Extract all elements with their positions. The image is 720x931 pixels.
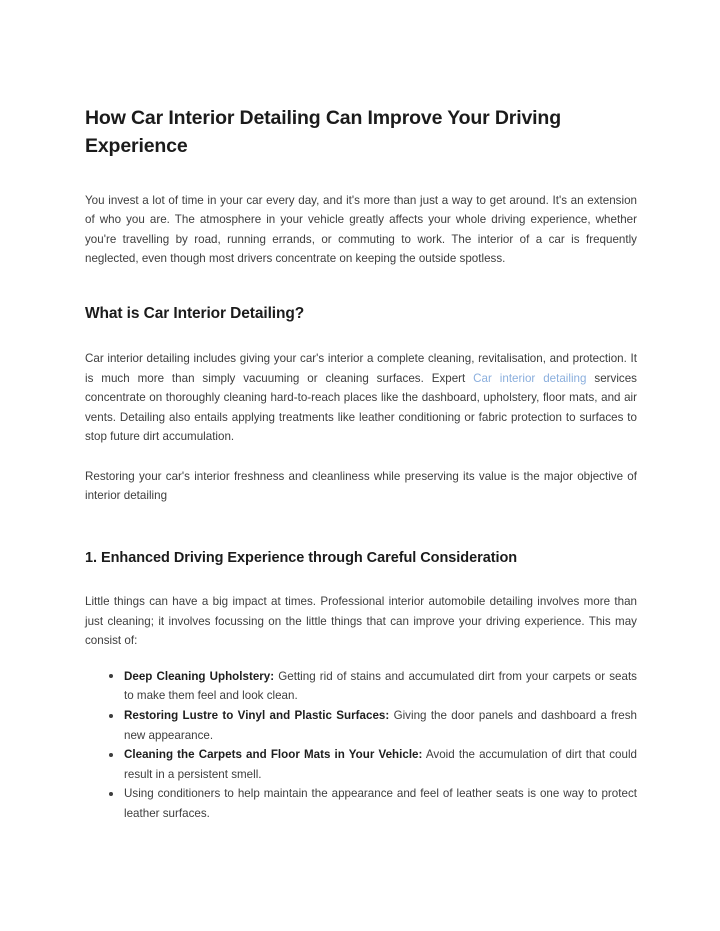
- spacer: [85, 506, 637, 550]
- section-heading-what-is-car-interior-detailing: What is Car Interior Detailing?: [85, 304, 305, 322]
- bullet-dot-icon: [109, 674, 113, 678]
- list-item-text: Avoid the accumulation of dirt that could result in a persistent smell.: [124, 748, 637, 781]
- list-item: [85, 745, 637, 784]
- section-heading-enhanced-driving-experience: 1. Enhanced Driving Experience through Careful Consideration: [85, 550, 518, 567]
- section-1-paragraph-2: Restoring your car's interior freshness and cleanliness while preserving its value is the major objective of interior detailing: [85, 469, 637, 503]
- car-interior-detailing-link[interactable]: Car interior detailing: [473, 371, 587, 385]
- intro-paragraph: You invest a lot of time in your car every day, and it's more than just a way to get around. It's an extension of who you are. The atmosphere in your vehicle greatly affects your whole driving experience, whether you're travelling by road, running errands, or commuting to work. The interior of a car is frequently neglected, even though most drivers concentrate on keeping the outside spotless.: [85, 193, 637, 266]
- list-item-bold-lead: Deep Cleaning Upholstery:: [124, 669, 275, 683]
- benefits-list: [85, 667, 637, 824]
- spacer: [85, 651, 637, 667]
- list-item: [85, 667, 637, 706]
- bullet-dot-icon: [109, 714, 113, 718]
- list-item: [85, 706, 637, 745]
- list-item-bold-lead: Restoring Lustre to Vinyl and Plastic Surfaces:: [124, 709, 390, 723]
- bullet-dot-icon: [109, 792, 113, 796]
- bullet-dot-icon: [109, 753, 113, 757]
- list-item: [85, 784, 637, 823]
- section-1-paragraph: [85, 349, 637, 447]
- section-1-paragraph-part2: services concentrate on thoroughly cleaning hard-to-reach places like the dashboard, upholstery, floor mats, and air vents. Detailing also entails applying treatments like leather conditioning or fabric protection to surfaces to stop future dirt accumulation.: [85, 371, 637, 444]
- list-item-text: Giving the door panels and dashboard a fresh new appearance.: [124, 709, 637, 742]
- list-item-bold-lead: Cleaning the Carpets and Floor Mats in Your Vehicle:: [124, 748, 423, 762]
- spacer: [85, 269, 637, 305]
- spacer: [85, 447, 637, 467]
- document-title: How Car Interior Detailing Can Improve Your Driving Experience: [85, 107, 561, 158]
- spacer: [85, 323, 637, 349]
- section-2-paragraph: Little things can have a big impact at times. Professional interior automobile detailing involves more than just cleaning; it involves focussing on the little things that can improve your driving experience. This may consist of:: [85, 595, 637, 648]
- list-item-text: Using conditioners to help maintain the appearance and feel of leather seats is one way to protect leather surfaces.: [124, 787, 637, 820]
- list-item-text: Getting rid of stains and accumulated dirt from your carpets or seats to make them feel and look clean.: [124, 669, 637, 703]
- spacer: [85, 566, 637, 592]
- section-1-paragraph-part1: Car interior detailing includes giving your car's interior a complete cleaning, revitalisation, and protection. It is much more than simply vacuuming or cleaning surfaces. Expert: [85, 351, 637, 385]
